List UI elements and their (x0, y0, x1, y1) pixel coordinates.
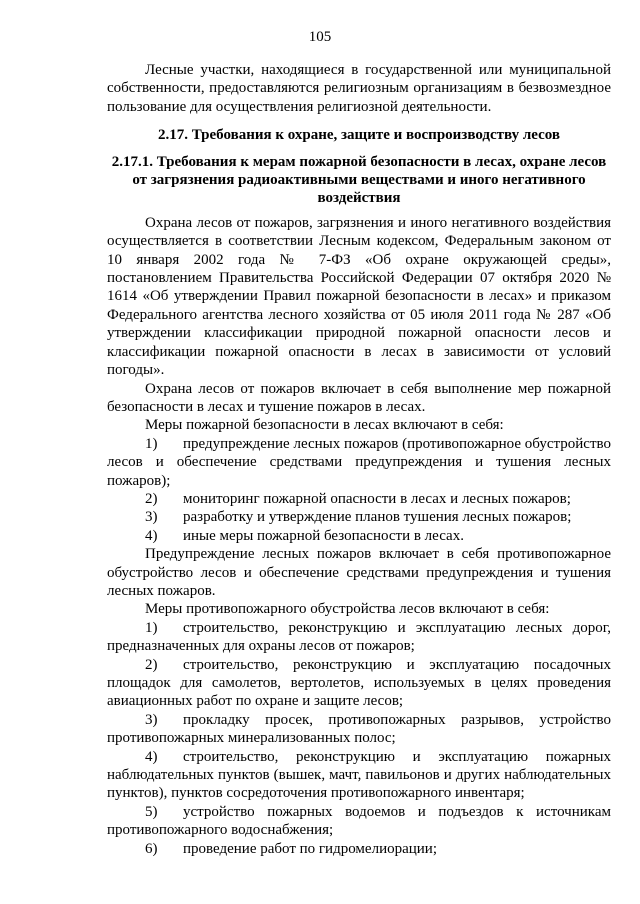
list-item-text: разработку и утверждение планов тушения лесных пожаров; (183, 509, 572, 526)
list-item-number: 3) (145, 509, 158, 526)
list-item-number: 4) (145, 748, 158, 765)
list-item-number: 2) (145, 656, 158, 673)
list-item (107, 508, 611, 526)
intro-paragraph: Лесные участки, находящиеся в государственной или муниципальной собственности, предоставляются религиозным организациям в безвозмездное пользование для осуществления религиозной деятельности. (107, 62, 611, 115)
list-item (107, 435, 611, 490)
list-item-number: 4) (145, 527, 158, 544)
paragraph: Меры противопожарного обустройства лесов включают в себя: (145, 601, 550, 618)
page-number: 105 (308, 29, 332, 45)
paragraph: Меры пожарной безопасности в лесах включают в себя: (145, 417, 504, 434)
list-item-text: прокладку просек, противопожарных разрывов, устройство противопожарных минерализованных полос; (107, 711, 611, 747)
paragraph: Охрана лесов от пожаров, загрязнения и иного негативного воздействия осуществляется в соответствии Лесным кодексом, Федеральным законом от 10 января 2002 года № 7-ФЗ «Об охране окружающей среды», постановлением Правительства Российской Федерации 07 октября 2020 № 1614 «Об утверждении Правил пожарной безопасности в лесах» и приказом Федерального агентства лесного хозяйства от 05 июля 2011 года № 287 «Об утверждении классификации природной пожарной опасности лесов и классификации пожарной опасности в лесах в зависимости от условий погоды». (107, 214, 611, 379)
list-item-number: 6) (145, 840, 158, 857)
list-item-number: 2) (145, 490, 158, 507)
list-item-number: 3) (145, 711, 158, 728)
paragraph: Предупреждение лесных пожаров включает в себя противопожарное обустройство лесов и обеспечение средствами предупреждения и тушения лесных пожаров. (107, 546, 611, 599)
list-item (107, 803, 611, 840)
list-item (107, 619, 611, 656)
list-item (107, 711, 611, 748)
list-item-text: строительство, реконструкцию и эксплуатацию посадочных площадок для самолетов, вертолетов, используемых в целях проведения авиационных работ по охране и защите лесов; (107, 656, 611, 710)
fire-safety-measures-list (107, 435, 611, 545)
list-item-text: строительство, реконструкцию и эксплуатацию пожарных наблюдательных пунктов (вышек, мачт, павильонов и других наблюдательных пунктов), пунктов сосредоточения противопожарного инвентаря; (107, 748, 611, 802)
list-item-text: предупреждение лесных пожаров (противопожарное обустройство лесов и обеспечение средствами предупреждения и тушения лесных пожаров); (107, 435, 611, 489)
subsection-heading: 2.17.1. Требования к мерам пожарной безопасности в лесах, охране лесов от загрязнения радиоактивными веществами и иного негативного воздействия (111, 153, 607, 207)
list-item-text: строительство, реконструкцию и эксплуатацию лесных дорог, предназначенных для охраны лесов от пожаров; (107, 619, 611, 655)
section-heading: 2.17. Требования к охране, защите и воспроизводству лесов (158, 127, 560, 144)
list-item-text: устройство пожарных водоемов и подъездов к источникам противопожарного водоснабжения; (107, 803, 611, 839)
list-item (107, 656, 611, 711)
list-item-text: проведение работ по гидромелиорации; (183, 840, 438, 857)
fire-prevention-measures-list (107, 619, 611, 858)
page-body (107, 61, 611, 858)
list-item-text: мониторинг пожарной опасности в лесах и лесных пожаров; (183, 490, 571, 507)
list-item (107, 840, 611, 858)
list-item (107, 490, 611, 508)
list-item (107, 748, 611, 803)
list-item-number: 5) (145, 803, 158, 820)
list-item (107, 527, 611, 545)
list-item-number: 1) (145, 435, 158, 452)
list-item-number: 1) (145, 619, 158, 636)
list-item-text: иные меры пожарной безопасности в лесах. (183, 527, 464, 544)
paragraph: Охрана лесов от пожаров включает в себя выполнение мер пожарной безопасности в лесах и тушение пожаров в лесах. (107, 380, 611, 415)
